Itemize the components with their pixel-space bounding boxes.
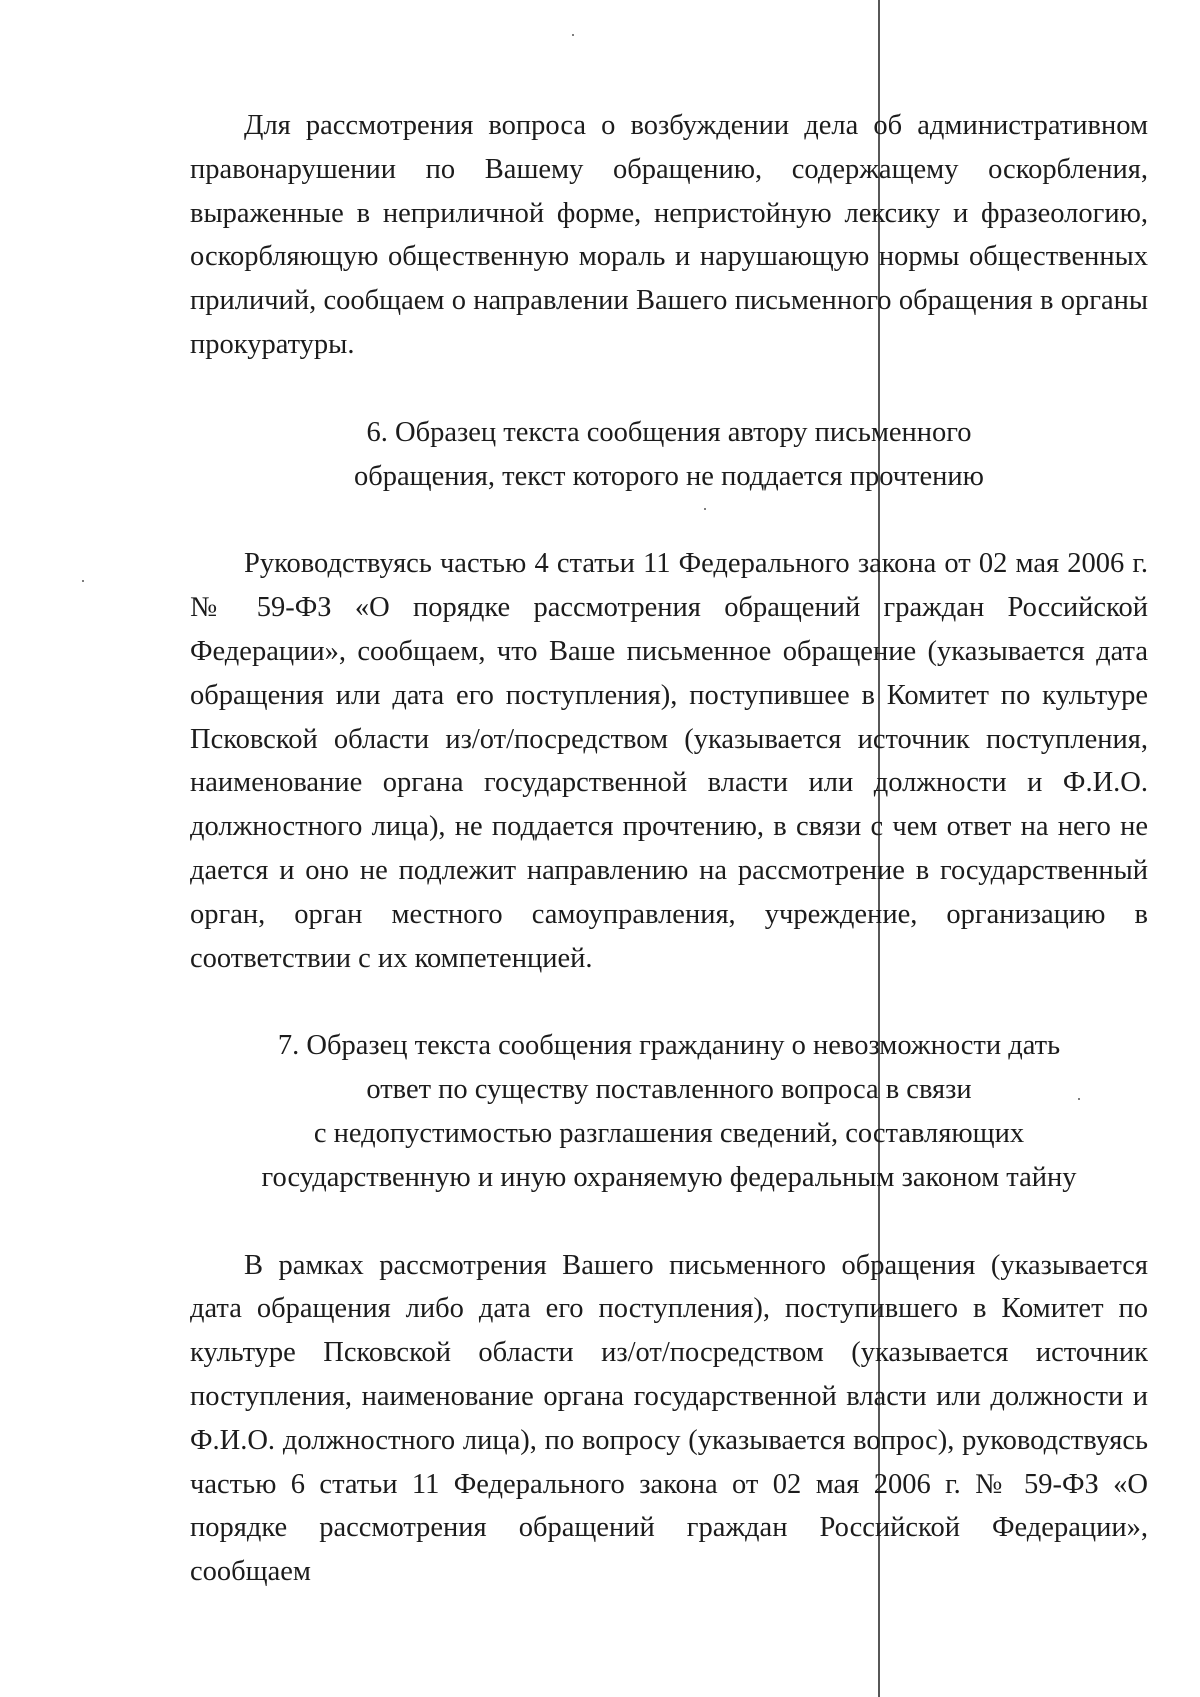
section-heading-6 — [190, 411, 1148, 499]
heading-line: государственную и иную охраняемую федеральным законом тайну — [261, 1161, 1077, 1193]
heading-line: обращения, текст которого не поддается прочтению — [354, 460, 984, 492]
paragraph-unreadable-appeal: Руководствуясь частью 4 статьи 11 Федерального закона от 02 мая 2006 г. № 59-ФЗ «О порядке рассмотрения обращений граждан Российской Федерации», сообщаем, что Ваше письменное обращение (указывается дата обращения или дата его поступления), поступившее в Комитет по культуре Псковской области из/от/посредством (указывается источник поступления, наименование органа государственной власти или должности и Ф.И.О. должностного лица), не поддается прочтению, в связи с чем ответ на него не дается и оно не подлежит направлению на рассмотрение в государственный орган, орган местного самоуправления, учреждение, организацию в соответствии с их компетенцией. — [190, 548, 1148, 974]
scan-speck — [572, 34, 574, 36]
heading-line: ответ по существу поставленного вопроса в связи — [366, 1074, 972, 1106]
paragraph-prosecutor-referral: Для рассмотрения вопроса о возбуждении дела об административном правонарушении по Вашему обращению, содержащему оскорбления, выраженные в неприличной форме, непристойную лексику и фразеологию, оскорбляющую общественную мораль и нарушающую нормы общественных приличий, сообщаем о направлении Вашего письменного обращения в органы прокуратуры. — [190, 110, 1148, 360]
document-body — [190, 104, 1148, 1594]
heading-line: 7. Образец текста сообщения гражданину о невозможности дать — [277, 1030, 1061, 1062]
section-heading-7 — [190, 1024, 1148, 1199]
heading-line: с недопустимостью разглашения сведений, составляющих — [313, 1117, 1025, 1149]
paragraph-secret-information: В рамках рассмотрения Вашего письменного обращения (указывается дата обращения либо дата его поступления), поступившего в Комитет по культуре Псковской области из/от/посредством (указывается источник поступления, наименование органа государственной власти или должности и Ф.И.О. должностного лица), по вопросу (указывается вопрос), руководствуясь частью 6 статьи 11 Федерального закона от 02 мая 2006 г. № 59-ФЗ «О порядке рассмотрения обращений граждан Российской Федерации», сообщаем — [190, 1249, 1148, 1588]
scan-speck — [82, 580, 84, 582]
heading-line: 6. Образец текста сообщения автору письменного — [366, 416, 972, 448]
